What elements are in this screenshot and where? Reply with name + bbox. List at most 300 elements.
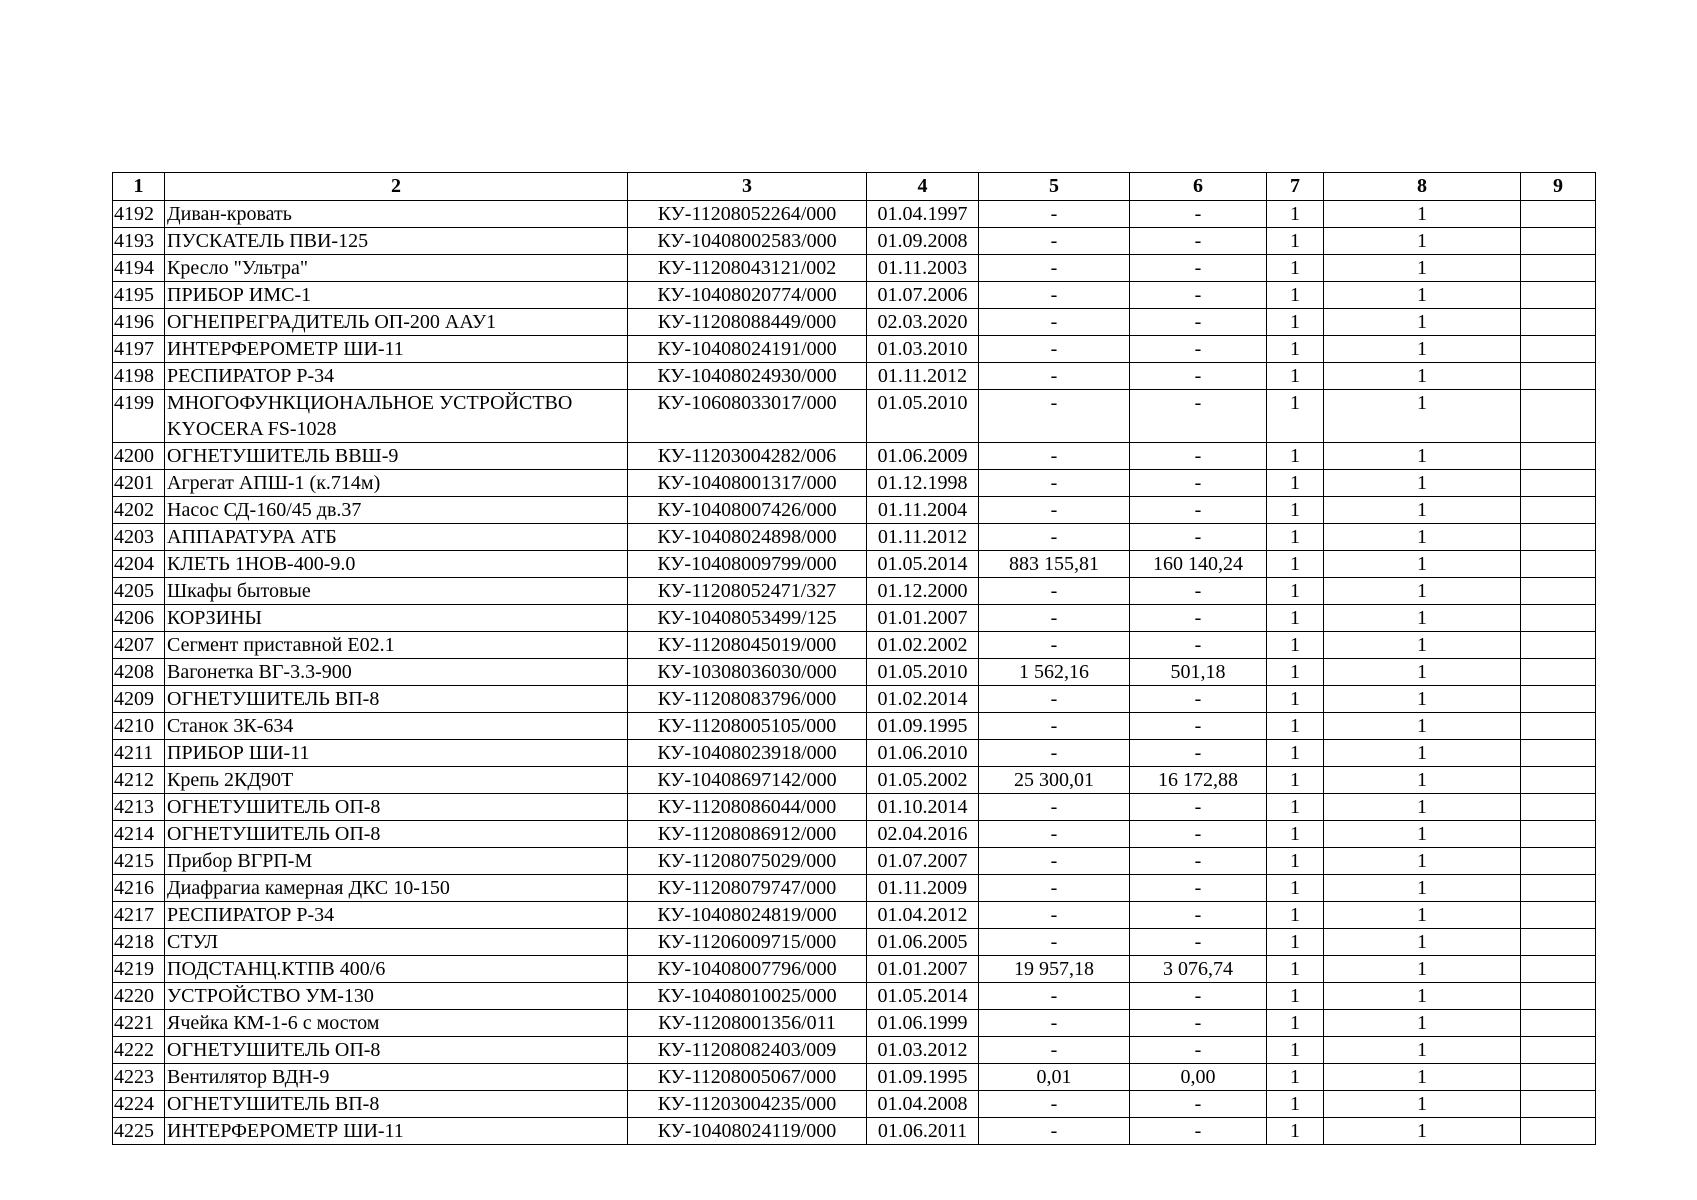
date-cell: 01.02.2014 bbox=[867, 686, 979, 713]
quantity-cell: 1 bbox=[1324, 255, 1521, 282]
quantity-cell: 1 bbox=[1267, 983, 1324, 1010]
item-name-cell: ОГНЕТУШИТЕЛЬ ОП-8 bbox=[165, 794, 628, 821]
quantity-cell: 1 bbox=[1267, 497, 1324, 524]
empty-cell bbox=[1521, 740, 1596, 767]
header-row bbox=[113, 173, 1596, 201]
value-cell: - bbox=[979, 363, 1130, 390]
empty-cell bbox=[1521, 1064, 1596, 1091]
row-number-cell: 4206 bbox=[113, 605, 165, 632]
empty-cell bbox=[1521, 363, 1596, 390]
value-cell: - bbox=[1130, 497, 1267, 524]
row-number-cell: 4192 bbox=[113, 201, 165, 228]
empty-cell bbox=[1521, 1118, 1596, 1145]
inventory-code-cell: КУ-11208079747/000 bbox=[628, 875, 867, 902]
value-cell: 25 300,01 bbox=[979, 767, 1130, 794]
item-name-cell: КЛЕТЬ 1НОВ-400-9.0 bbox=[165, 551, 628, 578]
value-cell: - bbox=[979, 605, 1130, 632]
table-row bbox=[113, 632, 1596, 659]
row-number-cell: 4205 bbox=[113, 578, 165, 605]
value-cell: 19 957,18 bbox=[979, 956, 1130, 983]
value-cell: - bbox=[1130, 1091, 1267, 1118]
row-number-cell: 4204 bbox=[113, 551, 165, 578]
inventory-code-cell: КУ-10408007796/000 bbox=[628, 956, 867, 983]
row-number-cell: 4202 bbox=[113, 497, 165, 524]
table-row bbox=[113, 255, 1596, 282]
value-cell: - bbox=[979, 1010, 1130, 1037]
empty-cell bbox=[1521, 282, 1596, 309]
quantity-cell: 1 bbox=[1267, 740, 1324, 767]
empty-cell bbox=[1521, 443, 1596, 470]
value-cell: - bbox=[1130, 390, 1267, 443]
quantity-cell: 1 bbox=[1324, 1037, 1521, 1064]
date-cell: 01.12.2000 bbox=[867, 578, 979, 605]
inventory-code-cell: КУ-10408024191/000 bbox=[628, 336, 867, 363]
date-cell: 01.05.2010 bbox=[867, 659, 979, 686]
quantity-cell: 1 bbox=[1324, 1118, 1521, 1145]
empty-cell bbox=[1521, 228, 1596, 255]
quantity-cell: 1 bbox=[1267, 363, 1324, 390]
value-cell: - bbox=[1130, 740, 1267, 767]
row-number-cell: 4211 bbox=[113, 740, 165, 767]
date-cell: 01.02.2002 bbox=[867, 632, 979, 659]
value-cell: - bbox=[1130, 1037, 1267, 1064]
value-cell: 0,01 bbox=[979, 1064, 1130, 1091]
value-cell: - bbox=[1130, 282, 1267, 309]
row-number-cell: 4194 bbox=[113, 255, 165, 282]
date-cell: 01.06.2011 bbox=[867, 1118, 979, 1145]
date-cell: 02.04.2016 bbox=[867, 821, 979, 848]
row-number-cell: 4224 bbox=[113, 1091, 165, 1118]
quantity-cell: 1 bbox=[1267, 929, 1324, 956]
table-row bbox=[113, 1118, 1596, 1145]
row-number-cell: 4220 bbox=[113, 983, 165, 1010]
quantity-cell: 1 bbox=[1267, 551, 1324, 578]
quantity-cell: 1 bbox=[1324, 1010, 1521, 1037]
table-row bbox=[113, 578, 1596, 605]
table-row bbox=[113, 659, 1596, 686]
value-cell: - bbox=[1130, 713, 1267, 740]
empty-cell bbox=[1521, 686, 1596, 713]
quantity-cell: 1 bbox=[1324, 659, 1521, 686]
column-header: 4 bbox=[867, 173, 979, 201]
item-name-cell: Насос СД-160/45 дв.37 bbox=[165, 497, 628, 524]
table-row bbox=[113, 1037, 1596, 1064]
item-name-cell: ИНТЕРФЕРОМЕТР ШИ-11 bbox=[165, 1118, 628, 1145]
quantity-cell: 1 bbox=[1324, 875, 1521, 902]
date-cell: 01.03.2010 bbox=[867, 336, 979, 363]
value-cell: - bbox=[1130, 470, 1267, 497]
table-row bbox=[113, 470, 1596, 497]
empty-cell bbox=[1521, 632, 1596, 659]
inventory-code-cell: КУ-10408023918/000 bbox=[628, 740, 867, 767]
column-header: 2 bbox=[165, 173, 628, 201]
column-header: 7 bbox=[1267, 173, 1324, 201]
inventory-code-cell: КУ-10408020774/000 bbox=[628, 282, 867, 309]
empty-cell bbox=[1521, 255, 1596, 282]
quantity-cell: 1 bbox=[1267, 875, 1324, 902]
inventory-code-cell: КУ-10408024930/000 bbox=[628, 363, 867, 390]
inventory-code-cell: КУ-11208043121/002 bbox=[628, 255, 867, 282]
item-name-cell: КОРЗИНЫ bbox=[165, 605, 628, 632]
item-name-cell: ПОДСТАНЦ.КТПВ 400/6 bbox=[165, 956, 628, 983]
table-row bbox=[113, 1010, 1596, 1037]
date-cell: 01.06.1999 bbox=[867, 1010, 979, 1037]
table-row bbox=[113, 821, 1596, 848]
quantity-cell: 1 bbox=[1324, 390, 1521, 443]
item-name-cell: ОГНЕТУШИТЕЛЬ ОП-8 bbox=[165, 821, 628, 848]
quantity-cell: 1 bbox=[1267, 659, 1324, 686]
quantity-cell: 1 bbox=[1267, 713, 1324, 740]
value-cell: - bbox=[1130, 929, 1267, 956]
quantity-cell: 1 bbox=[1324, 983, 1521, 1010]
quantity-cell: 1 bbox=[1324, 767, 1521, 794]
item-name-cell: ОГНЕТУШИТЕЛЬ ВВШ-9 bbox=[165, 443, 628, 470]
value-cell: - bbox=[1130, 201, 1267, 228]
date-cell: 01.11.2004 bbox=[867, 497, 979, 524]
date-cell: 01.04.1997 bbox=[867, 201, 979, 228]
inventory-code-cell: КУ-11208001356/011 bbox=[628, 1010, 867, 1037]
quantity-cell: 1 bbox=[1267, 524, 1324, 551]
empty-cell bbox=[1521, 470, 1596, 497]
table-row bbox=[113, 713, 1596, 740]
quantity-cell: 1 bbox=[1267, 767, 1324, 794]
item-name-cell: Диван-кровать bbox=[165, 201, 628, 228]
quantity-cell: 1 bbox=[1324, 282, 1521, 309]
value-cell: - bbox=[979, 336, 1130, 363]
item-name-cell: Диафрагиа камерная ДКС 10-150 bbox=[165, 875, 628, 902]
empty-cell bbox=[1521, 794, 1596, 821]
inventory-code-cell: КУ-11208083796/000 bbox=[628, 686, 867, 713]
date-cell: 01.05.2002 bbox=[867, 767, 979, 794]
quantity-cell: 1 bbox=[1324, 551, 1521, 578]
row-number-cell: 4197 bbox=[113, 336, 165, 363]
table-row bbox=[113, 875, 1596, 902]
value-cell: - bbox=[1130, 443, 1267, 470]
item-name-cell: ПРИБОР ИМС-1 bbox=[165, 282, 628, 309]
inventory-code-cell: КУ-11208086912/000 bbox=[628, 821, 867, 848]
inventory-code-cell: КУ-10408024819/000 bbox=[628, 902, 867, 929]
table-row bbox=[113, 336, 1596, 363]
date-cell: 01.11.2003 bbox=[867, 255, 979, 282]
quantity-cell: 1 bbox=[1267, 1010, 1324, 1037]
inventory-code-cell: КУ-11208052264/000 bbox=[628, 201, 867, 228]
quantity-cell: 1 bbox=[1324, 902, 1521, 929]
table-row bbox=[113, 524, 1596, 551]
empty-cell bbox=[1521, 390, 1596, 443]
quantity-cell: 1 bbox=[1324, 632, 1521, 659]
date-cell: 01.06.2009 bbox=[867, 443, 979, 470]
table-row bbox=[113, 956, 1596, 983]
item-name-cell: Ячейка КМ-1-6 с мостом bbox=[165, 1010, 628, 1037]
value-cell: - bbox=[979, 390, 1130, 443]
quantity-cell: 1 bbox=[1267, 390, 1324, 443]
inventory-code-cell: КУ-11203004235/000 bbox=[628, 1091, 867, 1118]
row-number-cell: 4209 bbox=[113, 686, 165, 713]
value-cell: - bbox=[979, 309, 1130, 336]
value-cell: 1 562,16 bbox=[979, 659, 1130, 686]
table-row bbox=[113, 794, 1596, 821]
value-cell: - bbox=[1130, 632, 1267, 659]
value-cell: - bbox=[979, 902, 1130, 929]
row-number-cell: 4213 bbox=[113, 794, 165, 821]
quantity-cell: 1 bbox=[1267, 470, 1324, 497]
value-cell: - bbox=[979, 524, 1130, 551]
inventory-code-cell: КУ-10408007426/000 bbox=[628, 497, 867, 524]
value-cell: - bbox=[1130, 875, 1267, 902]
inventory-code-cell: КУ-11208075029/000 bbox=[628, 848, 867, 875]
row-number-cell: 4219 bbox=[113, 956, 165, 983]
date-cell: 01.09.1995 bbox=[867, 1064, 979, 1091]
item-name-cell: Кресло "Ультра" bbox=[165, 255, 628, 282]
row-number-cell: 4214 bbox=[113, 821, 165, 848]
column-header: 8 bbox=[1324, 173, 1521, 201]
row-number-cell: 4225 bbox=[113, 1118, 165, 1145]
table-row bbox=[113, 983, 1596, 1010]
value-cell: - bbox=[1130, 309, 1267, 336]
item-name-cell: УСТРОЙСТВО УМ-130 bbox=[165, 983, 628, 1010]
inventory-code-cell: КУ-11208086044/000 bbox=[628, 794, 867, 821]
quantity-cell: 1 bbox=[1324, 848, 1521, 875]
inventory-code-cell: КУ-10408024119/000 bbox=[628, 1118, 867, 1145]
date-cell: 01.03.2012 bbox=[867, 1037, 979, 1064]
value-cell: - bbox=[1130, 983, 1267, 1010]
value-cell: - bbox=[1130, 1010, 1267, 1037]
value-cell: - bbox=[979, 1118, 1130, 1145]
quantity-cell: 1 bbox=[1324, 524, 1521, 551]
value-cell: - bbox=[979, 1037, 1130, 1064]
date-cell: 01.01.2007 bbox=[867, 605, 979, 632]
inventory-code-cell: КУ-11208082403/009 bbox=[628, 1037, 867, 1064]
row-number-cell: 4208 bbox=[113, 659, 165, 686]
quantity-cell: 1 bbox=[1324, 443, 1521, 470]
item-name-cell: Агрегат АПШ-1 (к.714м) bbox=[165, 470, 628, 497]
item-name-cell: ОГНЕПРЕГРАДИТЕЛЬ ОП-200 ААУ1 bbox=[165, 309, 628, 336]
quantity-cell: 1 bbox=[1267, 228, 1324, 255]
item-name-cell: АППАРАТУРА АТБ bbox=[165, 524, 628, 551]
empty-cell bbox=[1521, 983, 1596, 1010]
inventory-code-cell: КУ-11206009715/000 bbox=[628, 929, 867, 956]
empty-cell bbox=[1521, 524, 1596, 551]
empty-cell bbox=[1521, 605, 1596, 632]
quantity-cell: 1 bbox=[1324, 336, 1521, 363]
quantity-cell: 1 bbox=[1324, 201, 1521, 228]
value-cell: - bbox=[979, 929, 1130, 956]
quantity-cell: 1 bbox=[1267, 1037, 1324, 1064]
date-cell: 01.11.2012 bbox=[867, 363, 979, 390]
item-name-cell: ОГНЕТУШИТЕЛЬ ВП-8 bbox=[165, 686, 628, 713]
row-number-cell: 4217 bbox=[113, 902, 165, 929]
table-row bbox=[113, 929, 1596, 956]
item-name-cell: Вагонетка ВГ-3.3-900 bbox=[165, 659, 628, 686]
empty-cell bbox=[1521, 201, 1596, 228]
quantity-cell: 1 bbox=[1267, 605, 1324, 632]
table-row bbox=[113, 443, 1596, 470]
table-row bbox=[113, 686, 1596, 713]
value-cell: 501,18 bbox=[1130, 659, 1267, 686]
inventory-code-cell: КУ-10408053499/125 bbox=[628, 605, 867, 632]
inventory-code-cell: КУ-11208052471/327 bbox=[628, 578, 867, 605]
quantity-cell: 1 bbox=[1267, 1118, 1324, 1145]
quantity-cell: 1 bbox=[1267, 1064, 1324, 1091]
date-cell: 01.01.2007 bbox=[867, 956, 979, 983]
empty-cell bbox=[1521, 848, 1596, 875]
value-cell: - bbox=[1130, 794, 1267, 821]
date-cell: 01.11.2012 bbox=[867, 524, 979, 551]
item-name-cell: СТУЛ bbox=[165, 929, 628, 956]
value-cell: - bbox=[979, 470, 1130, 497]
value-cell: - bbox=[1130, 336, 1267, 363]
item-name-cell: ИНТЕРФЕРОМЕТР ШИ-11 bbox=[165, 336, 628, 363]
row-number-cell: 4218 bbox=[113, 929, 165, 956]
table-row bbox=[113, 282, 1596, 309]
value-cell: - bbox=[979, 282, 1130, 309]
quantity-cell: 1 bbox=[1267, 578, 1324, 605]
empty-cell bbox=[1521, 1010, 1596, 1037]
date-cell: 01.05.2014 bbox=[867, 983, 979, 1010]
quantity-cell: 1 bbox=[1324, 309, 1521, 336]
value-cell: - bbox=[1130, 1118, 1267, 1145]
date-cell: 01.07.2007 bbox=[867, 848, 979, 875]
row-number-cell: 4193 bbox=[113, 228, 165, 255]
value-cell: - bbox=[979, 713, 1130, 740]
quantity-cell: 1 bbox=[1267, 848, 1324, 875]
value-cell: - bbox=[1130, 821, 1267, 848]
item-name-cell: Прибор ВГРП-М bbox=[165, 848, 628, 875]
value-cell: - bbox=[979, 201, 1130, 228]
value-cell: - bbox=[979, 1091, 1130, 1118]
value-cell: - bbox=[1130, 363, 1267, 390]
value-cell: - bbox=[1130, 686, 1267, 713]
row-number-cell: 4201 bbox=[113, 470, 165, 497]
value-cell: - bbox=[1130, 255, 1267, 282]
inventory-code-cell: КУ-11208005105/000 bbox=[628, 713, 867, 740]
value-cell: - bbox=[1130, 524, 1267, 551]
quantity-cell: 1 bbox=[1324, 713, 1521, 740]
table-row bbox=[113, 201, 1596, 228]
table-row bbox=[113, 363, 1596, 390]
quantity-cell: 1 bbox=[1267, 632, 1324, 659]
inventory-code-cell: КУ-10408001317/000 bbox=[628, 470, 867, 497]
empty-cell bbox=[1521, 578, 1596, 605]
inventory-table bbox=[112, 172, 1596, 1145]
value-cell: 0,00 bbox=[1130, 1064, 1267, 1091]
quantity-cell: 1 bbox=[1324, 497, 1521, 524]
column-header: 1 bbox=[113, 173, 165, 201]
empty-cell bbox=[1521, 659, 1596, 686]
value-cell: - bbox=[1130, 848, 1267, 875]
quantity-cell: 1 bbox=[1324, 794, 1521, 821]
row-number-cell: 4222 bbox=[113, 1037, 165, 1064]
quantity-cell: 1 bbox=[1267, 309, 1324, 336]
column-header: 9 bbox=[1521, 173, 1596, 201]
empty-cell bbox=[1521, 929, 1596, 956]
quantity-cell: 1 bbox=[1324, 740, 1521, 767]
inventory-code-cell: КУ-11208005067/000 bbox=[628, 1064, 867, 1091]
date-cell: 02.03.2020 bbox=[867, 309, 979, 336]
value-cell: 16 172,88 bbox=[1130, 767, 1267, 794]
item-name-cell: ПРИБОР ШИ-11 bbox=[165, 740, 628, 767]
date-cell: 01.09.1995 bbox=[867, 713, 979, 740]
table-row bbox=[113, 1064, 1596, 1091]
item-name-cell: ОГНЕТУШИТЕЛЬ ОП-8 bbox=[165, 1037, 628, 1064]
quantity-cell: 1 bbox=[1267, 1091, 1324, 1118]
value-cell: - bbox=[979, 983, 1130, 1010]
empty-cell bbox=[1521, 1037, 1596, 1064]
inventory-code-cell: КУ-11208088449/000 bbox=[628, 309, 867, 336]
inventory-code-cell: КУ-10308036030/000 bbox=[628, 659, 867, 686]
item-name-cell: РЕСПИРАТОР Р-34 bbox=[165, 902, 628, 929]
table-row bbox=[113, 848, 1596, 875]
inventory-code-cell: КУ-10408002583/000 bbox=[628, 228, 867, 255]
quantity-cell: 1 bbox=[1324, 956, 1521, 983]
value-cell: - bbox=[979, 794, 1130, 821]
quantity-cell: 1 bbox=[1324, 929, 1521, 956]
quantity-cell: 1 bbox=[1324, 470, 1521, 497]
inventory-code-cell: КУ-11203004282/006 bbox=[628, 443, 867, 470]
quantity-cell: 1 bbox=[1324, 228, 1521, 255]
date-cell: 01.05.2014 bbox=[867, 551, 979, 578]
table-row bbox=[113, 1091, 1596, 1118]
column-header: 3 bbox=[628, 173, 867, 201]
item-name-cell: МНОГОФУНКЦИОНАЛЬНОЕ УСТРОЙСТВО KYOCERA FS-1028 bbox=[165, 390, 628, 443]
date-cell: 01.07.2006 bbox=[867, 282, 979, 309]
quantity-cell: 1 bbox=[1324, 605, 1521, 632]
value-cell: - bbox=[1130, 902, 1267, 929]
row-number-cell: 4216 bbox=[113, 875, 165, 902]
row-number-cell: 4223 bbox=[113, 1064, 165, 1091]
item-name-cell: ПУСКАТЕЛЬ ПВИ-125 bbox=[165, 228, 628, 255]
row-number-cell: 4221 bbox=[113, 1010, 165, 1037]
row-number-cell: 4198 bbox=[113, 363, 165, 390]
quantity-cell: 1 bbox=[1267, 821, 1324, 848]
quantity-cell: 1 bbox=[1324, 686, 1521, 713]
item-name-cell: Сегмент приставной Е02.1 bbox=[165, 632, 628, 659]
item-name-cell: РЕСПИРАТОР Р-34 bbox=[165, 363, 628, 390]
row-number-cell: 4212 bbox=[113, 767, 165, 794]
empty-cell bbox=[1521, 875, 1596, 902]
empty-cell bbox=[1521, 551, 1596, 578]
row-number-cell: 4210 bbox=[113, 713, 165, 740]
column-header: 5 bbox=[979, 173, 1130, 201]
value-cell: - bbox=[1130, 605, 1267, 632]
row-number-cell: 4195 bbox=[113, 282, 165, 309]
row-number-cell: 4207 bbox=[113, 632, 165, 659]
table-row bbox=[113, 309, 1596, 336]
row-number-cell: 4203 bbox=[113, 524, 165, 551]
value-cell: - bbox=[979, 497, 1130, 524]
value-cell: - bbox=[979, 740, 1130, 767]
row-number-cell: 4200 bbox=[113, 443, 165, 470]
date-cell: 01.12.1998 bbox=[867, 470, 979, 497]
value-cell: - bbox=[979, 632, 1130, 659]
value-cell: - bbox=[979, 821, 1130, 848]
table-row bbox=[113, 228, 1596, 255]
date-cell: 01.09.2008 bbox=[867, 228, 979, 255]
date-cell: 01.06.2010 bbox=[867, 740, 979, 767]
date-cell: 01.04.2008 bbox=[867, 1091, 979, 1118]
value-cell: - bbox=[979, 686, 1130, 713]
item-name-cell: ОГНЕТУШИТЕЛЬ ВП-8 bbox=[165, 1091, 628, 1118]
value-cell: - bbox=[979, 228, 1130, 255]
quantity-cell: 1 bbox=[1267, 443, 1324, 470]
quantity-cell: 1 bbox=[1324, 363, 1521, 390]
empty-cell bbox=[1521, 821, 1596, 848]
value-cell: 883 155,81 bbox=[979, 551, 1130, 578]
date-cell: 01.06.2005 bbox=[867, 929, 979, 956]
item-name-cell: Станок 3К-634 bbox=[165, 713, 628, 740]
inventory-code-cell: КУ-11208045019/000 bbox=[628, 632, 867, 659]
quantity-cell: 1 bbox=[1324, 1091, 1521, 1118]
